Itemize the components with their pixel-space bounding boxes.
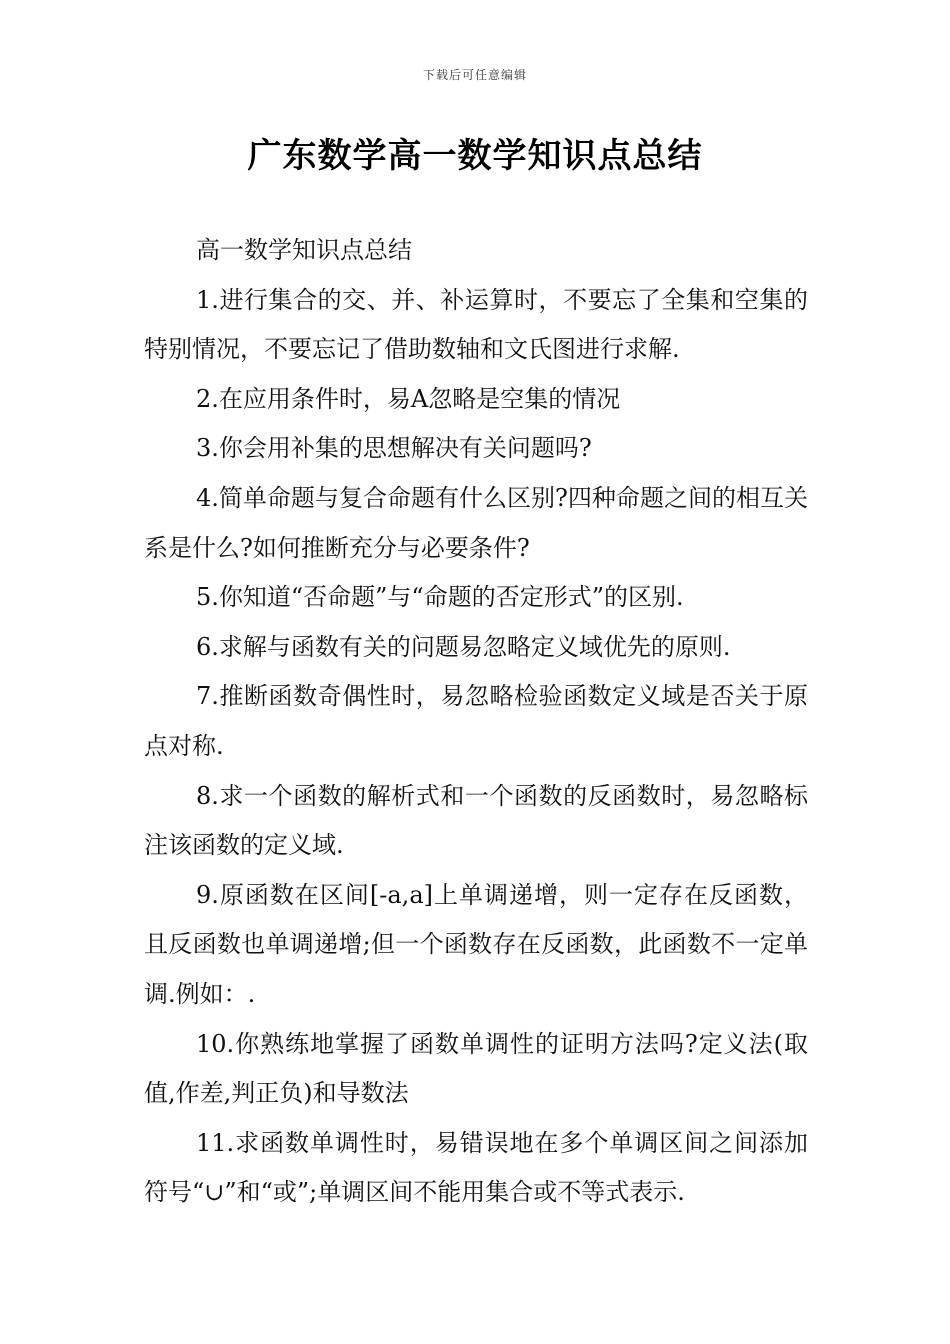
page-title: 广东数学高一数学知识点总结 bbox=[247, 136, 703, 176]
list-item-10: 10.你熟练地掌握了函数单调性的证明方法吗?定义法(取值,作差,判正负)和导数法 bbox=[144, 1029, 808, 1108]
list-item-7: 7.推断函数奇偶性时，易忽略检验函数定义域是否关于原点对称. bbox=[144, 682, 808, 760]
list-item-4: 4.简单命题与复合命题有什么区别?四种命题之间的相互关系是什么?如何推断充分与必要条件? bbox=[144, 483, 808, 562]
list-item-8: 8.求一个函数的解析式和一个函数的反函数时，易忽略标注该函数的定义域. bbox=[144, 781, 808, 860]
section-heading: 高一数学知识点总结 bbox=[196, 236, 412, 264]
list-item-2: 2.在应用条件时，易A忽略是空集的情况 bbox=[196, 384, 621, 413]
list-item-1: 1.进行集合的交、并、补运算时，不要忘了全集和空集的特别情况，不要忘记了借助数轴和文氏图进行求解. bbox=[144, 285, 808, 364]
list-item-11: 11.求函数单调性时，易错误地在多个单调区间之间添加符号“∪”和“或”;单调区间不能用集合或不等式表示. bbox=[144, 1128, 808, 1207]
list-item-9: 9.原函数在区间[-a,a]上单调递增，则一定存在反函数，且反函数也单调递增;但一个函数存在反函数，此函数不一定单调.例如：. bbox=[144, 880, 808, 1008]
header-note: 下载后可任意编辑 bbox=[422, 68, 527, 82]
document-body bbox=[144, 226, 808, 1218]
list-item-6: 6.求解与函数有关的问题易忽略定义域优先的原则. bbox=[196, 632, 731, 661]
list-item-5: 5.你知道“否命题”与“命题的否定形式”的区别. bbox=[196, 583, 684, 612]
list-item-3: 3.你会用补集的思想解决有关问题吗? bbox=[196, 434, 592, 463]
